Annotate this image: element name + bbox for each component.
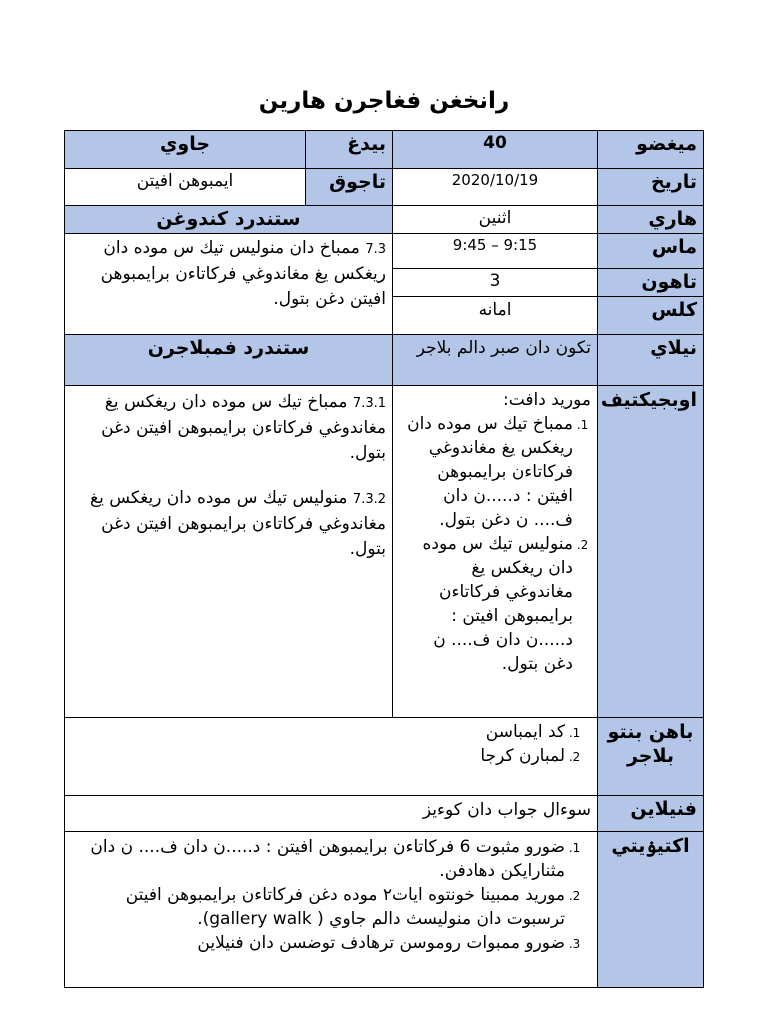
objective-item: 1. ممباخ تيك س موده دان ريغكس يغ مغاندوغي فركاتاءن برايمبوهن افيتن : د.....ن دان ف.... ن دغن بتول. xyxy=(399,412,573,532)
grade-label: تاهون xyxy=(597,268,704,297)
grade-value: 3 xyxy=(392,268,598,297)
assessment-label: فنيلاين xyxy=(597,795,704,832)
date-label: تاريخ xyxy=(597,168,704,206)
learning-standard-number: 7.3.1 xyxy=(352,396,386,411)
materials-list xyxy=(71,720,591,768)
page-title: رانخغن فغاجرن هارين xyxy=(258,88,510,114)
day-value: اثنين xyxy=(392,205,598,234)
subject-value: 40 xyxy=(392,130,598,169)
values-value: تكون دان صبر دالم بلاجر xyxy=(392,334,598,386)
activities-item: 1. ضورو مثبوت 6 فركاتاءن برايمبوهن افيتن : د.....ن دان ف.... ن دان مثنارايكن دهادفن. xyxy=(71,835,565,883)
time-value: 9:15 – 9:45 xyxy=(392,233,598,269)
activities-list xyxy=(71,835,591,955)
date-value: 2020/10/19 xyxy=(392,168,598,206)
activities-item: 2. موريد ممبينا خونتوه ايات٢ موده دغن فركاتاءن برايمبوهن افيتن ترسبوت دان منوليسث دالم جاوي ( gallery walk). xyxy=(71,883,565,931)
content-standard-description: ممباخ دان منوليس تيك س موده دان ريغكس يغ مغاندوغي فركاتاءن برايمبوهن افيتن دغن بتول. xyxy=(100,238,386,309)
objective-label: اوبجيكتيف xyxy=(597,385,704,718)
materials-label: باهن بنتو بلاجر xyxy=(597,717,704,796)
learning-standard-item xyxy=(71,486,386,562)
subject-label: ميغضو xyxy=(597,130,704,169)
assessment-value: سوءال جواب دان كوءيز xyxy=(64,795,598,832)
field-label: بيدغ xyxy=(305,130,393,169)
learning-standard-number: 7.3.2 xyxy=(352,492,386,507)
time-label: ماس xyxy=(597,233,704,269)
content-standard-header: ستندرد كندوغن xyxy=(64,205,393,234)
activities-item: 3. ضورو ممبوات روموسن ترهادف توضسن دان فنيلاين xyxy=(71,931,565,955)
materials-item: 2. لمبارن كرجا xyxy=(71,744,565,768)
objective-intro: موريد دافت: xyxy=(503,390,591,410)
learning-standard-text: ممباخ تيك س موده دان ريغكس يغ مغاندوغي فركاتاءن برايمبوهن افيتن دغن بتول. xyxy=(101,392,386,463)
class-label: كلس xyxy=(597,296,704,335)
objective-list xyxy=(399,412,591,676)
class-value: امانه xyxy=(392,296,598,335)
field-value: جاوي xyxy=(64,130,306,169)
topic-value: ايمبوهن افيتن xyxy=(64,168,306,206)
objective-item: 2. منوليس تيك س موده دان ريغكس يغ مغاندوغي فركاتاءن برايمبوهن افيتن : د.....ن دان ف.... ن دغن بتول. xyxy=(399,532,573,676)
day-label: هاري xyxy=(597,205,704,234)
values-label: نيلاي xyxy=(597,334,704,386)
learning-standard-item xyxy=(71,390,386,466)
materials-cell xyxy=(64,717,598,796)
activities-cell xyxy=(64,831,598,988)
learning-standard-header: ستندرد فمبلاجرن xyxy=(64,334,393,386)
learning-standard-text: منوليس تيك س موده دان ريغكس يغ مغاندوغي فركاتاءن برايمبوهن افيتن دغن بتول. xyxy=(90,488,386,559)
learning-standard-cell xyxy=(64,385,393,718)
content-standard-text xyxy=(64,233,393,335)
objective-cell xyxy=(392,385,598,718)
content-standard-number: 7.3 xyxy=(365,242,386,257)
materials-item: 1. كد ايمباسن xyxy=(71,720,565,744)
activities-label: اكتيۏيتي xyxy=(597,831,704,988)
topic-label: تاجوق xyxy=(305,168,393,206)
